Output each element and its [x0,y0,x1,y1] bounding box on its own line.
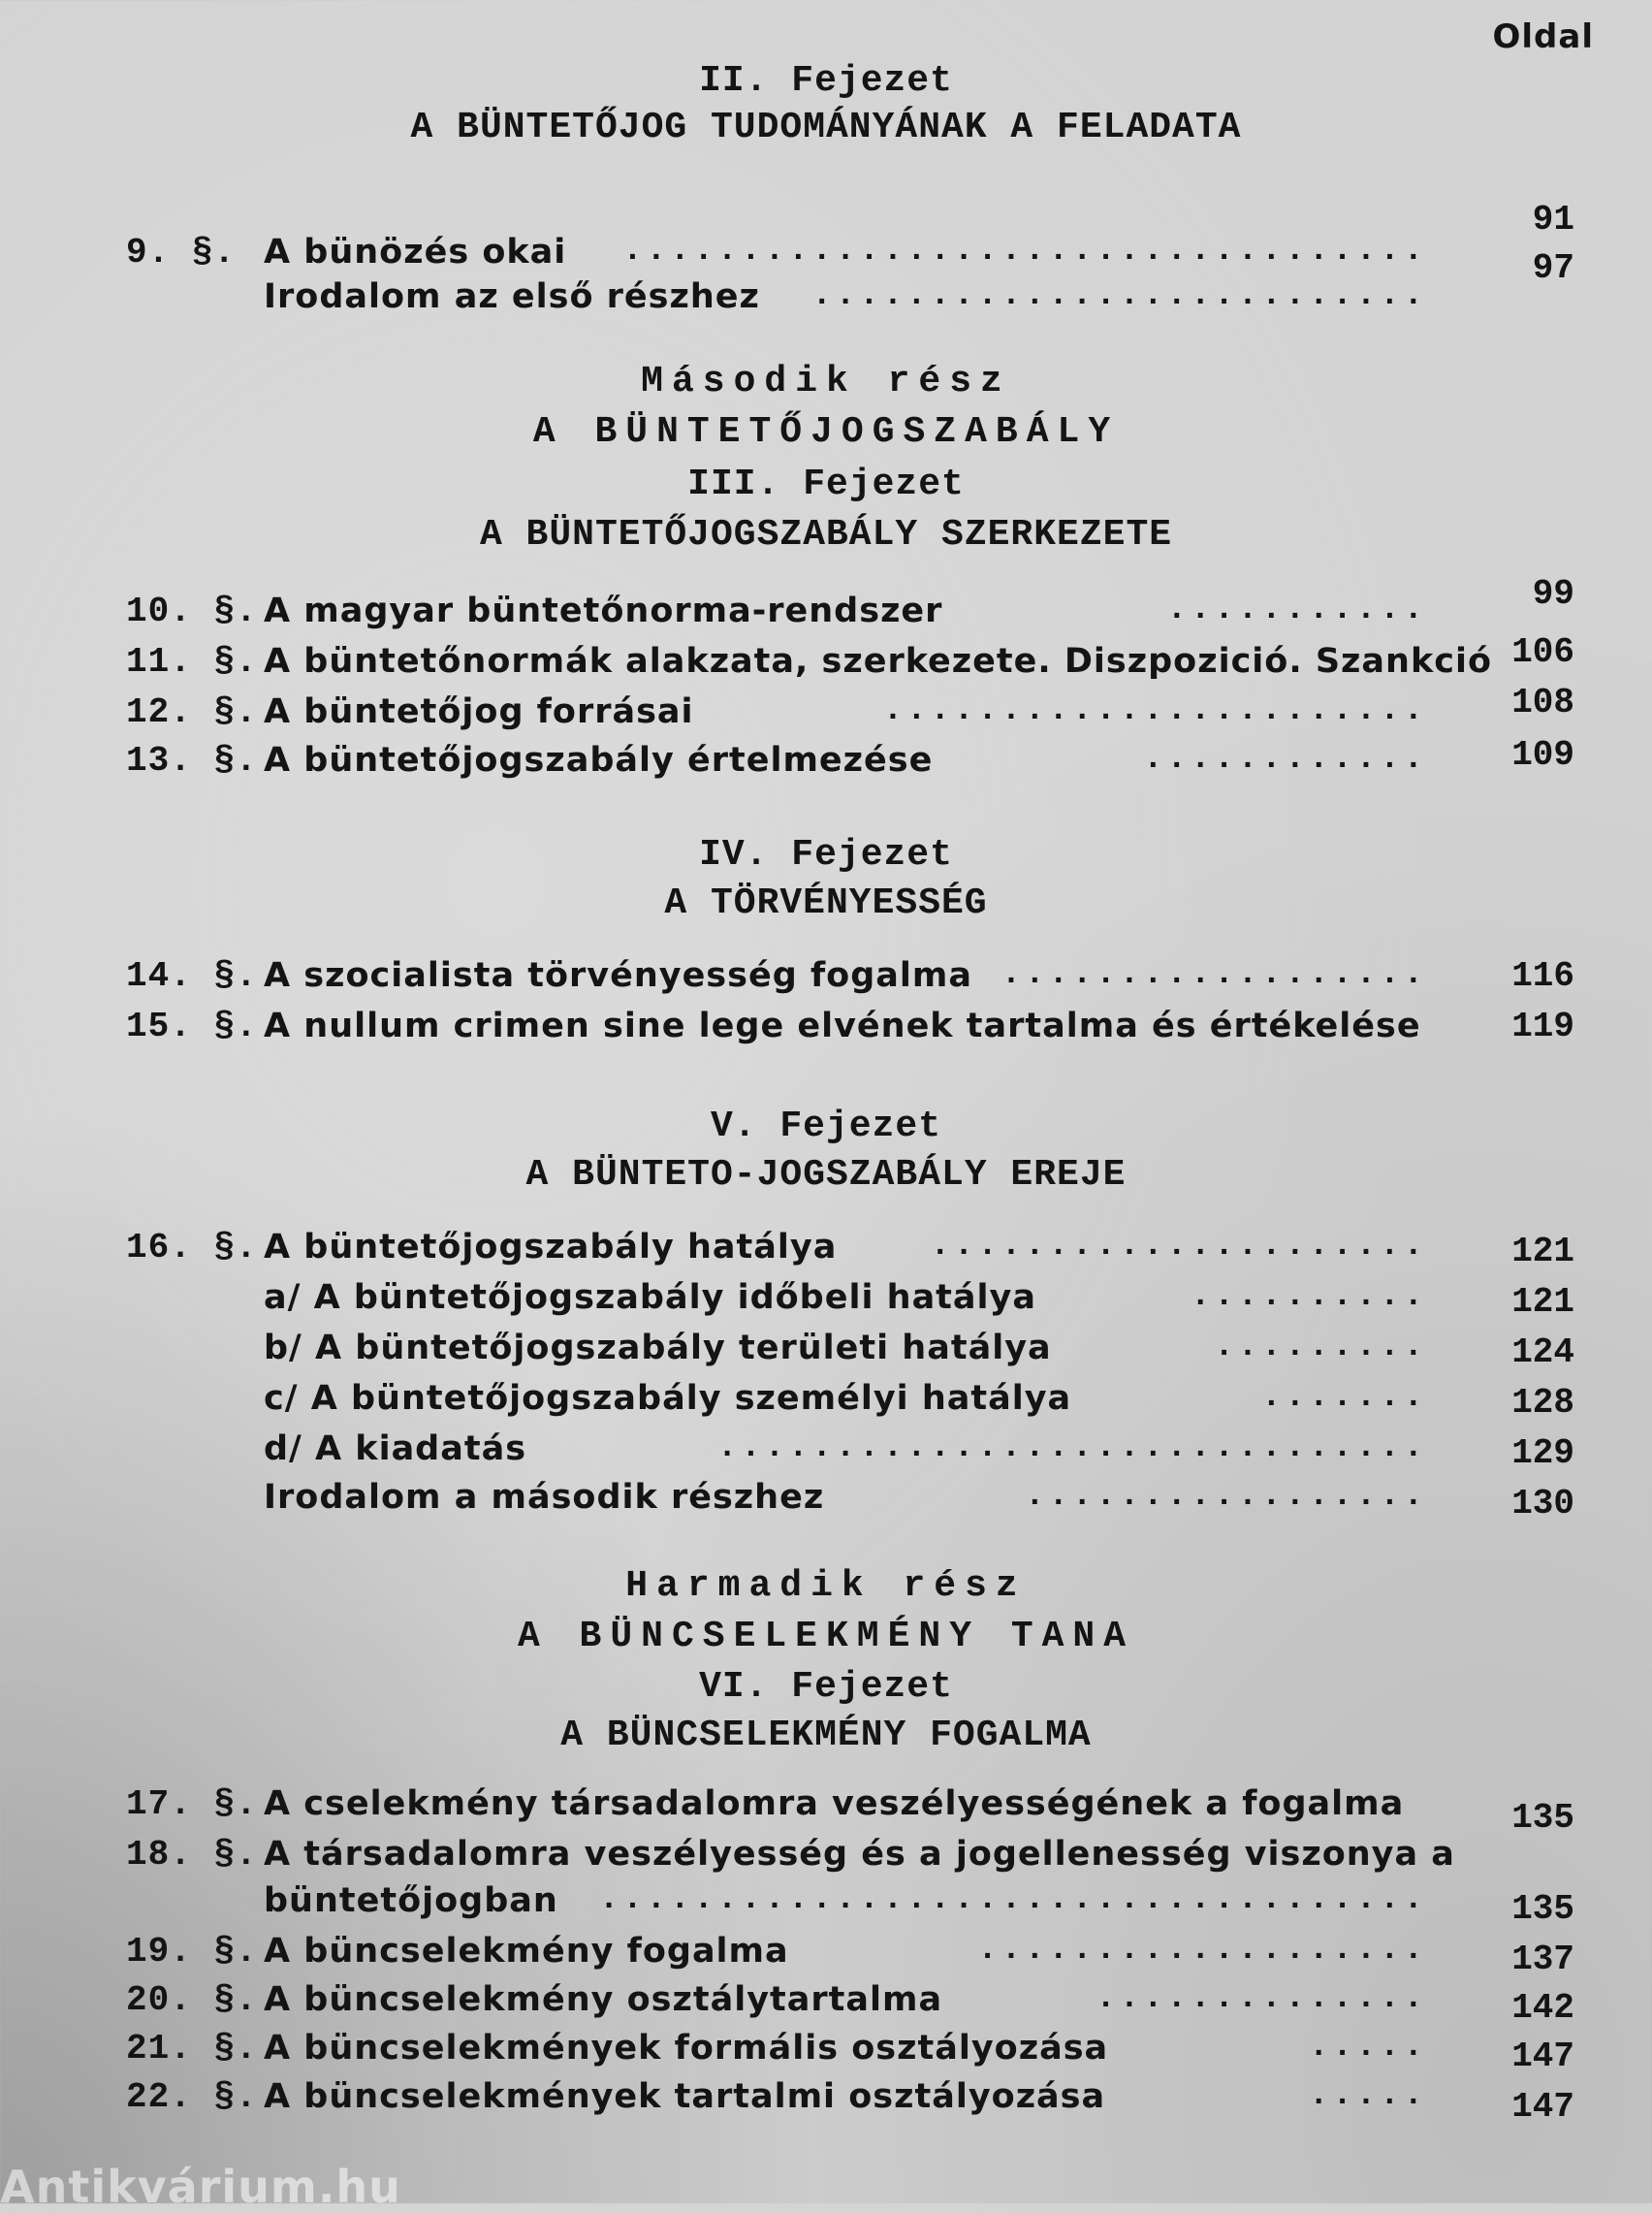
entry-title: A társadalomra veszélyesség és a jogellenesség viszonya a [264,1835,1455,1874]
entry-page-number: 108 [1511,683,1574,722]
leader-dots: .................................. [622,233,1427,270]
toc-entry[interactable] [0,574,1652,636]
entry-page-number: 147 [1511,2087,1574,2127]
chapter-3-title: A BÜNTETŐJOGSZABÁLY SZERKEZETE [479,514,1173,556]
chapter-5-title: A BÜNTETO-JOGSZABÁLY EREJE [525,1154,1127,1196]
entry-number: 16. §. [126,1228,258,1267]
leader-dots: .......... [1190,1278,1427,1315]
toc-entry[interactable] [0,2029,1652,2076]
entry-page-number: 91 [1532,200,1574,240]
entry-page-number: 129 [1511,1433,1574,1473]
entry-title: A büntetőjogszabály hatálya [264,1228,838,1267]
entry-page-number: 128 [1511,1383,1574,1423]
entry-page-number: 97 [1532,248,1574,288]
entry-page-number: 142 [1511,1988,1574,2028]
leader-dots: .......................... [811,277,1427,314]
entry-title: A büntetőnormák alakzata, szerkezete. Diszpozició. Szankció [264,642,1493,681]
leader-dots: ....................... [882,692,1427,729]
entry-title: A bünözés okai [264,233,567,272]
entry-page-number: 109 [1511,735,1574,775]
chapter-6-title: A BÜNCSELEKMÉNY FOGALMA [560,1715,1092,1756]
toc-entry[interactable] [0,956,1652,1001]
entry-title: d/ A kiadatás [264,1429,527,1468]
entry-number: 19. §. [126,1932,258,1972]
part-2-title: A BÜNTETŐJOGSZABÁLY [532,411,1120,453]
leader-dots: ................................... [598,1881,1427,1918]
toc-entry[interactable] [0,1835,1652,1879]
entry-page-number: 116 [1511,956,1574,996]
part-3-label: Harmadik rész [625,1565,1027,1607]
leader-dots: ................. [1025,1478,1427,1515]
toc-entry[interactable] [0,1329,1652,1373]
entry-page-number: 119 [1511,1007,1574,1046]
entry-page-number: 121 [1511,1232,1574,1271]
entry-title: A büntetőjogszabály értelmezése [264,741,934,780]
leader-dots: ....... [1261,1379,1427,1416]
entry-number: 12. §. [126,692,258,732]
leader-dots: .............. [1096,1980,1427,2017]
entry-number: 15. §. [126,1007,258,1046]
entry-title: Irodalom az első részhez [264,277,760,316]
entry-title: A büntetőjog forrásai [264,692,694,731]
entry-number: 18. §. [126,1835,258,1875]
entry-title: b/ A büntetőjogszabály területi hatálya [264,1329,1052,1367]
toc-entry[interactable] [0,1429,1652,1474]
toc-entry[interactable] [0,1228,1652,1272]
entry-number: 22. §. [126,2077,258,2117]
entry-title: A szocialista törvényesség fogalma [264,956,972,995]
entry-title: A magyar büntetőnorma-rendszer [264,592,943,630]
entry-title: büntetőjogban [264,1881,558,1920]
entry-page-number: 137 [1511,1940,1574,1979]
entry-page-number: 99 [1532,574,1574,614]
toc-entry[interactable] [0,632,1652,687]
entry-number: 11. §. [126,642,258,682]
toc-entry[interactable] [0,200,1652,277]
toc-entry[interactable] [0,735,1652,786]
leader-dots: .............................. [716,1429,1427,1466]
entry-page-number: 130 [1511,1484,1574,1523]
toc-entry[interactable] [0,1478,1652,1523]
chapter-4-title: A TÖRVÉNYESSÉG [664,882,988,924]
toc-entry[interactable] [0,1007,1652,1051]
entry-title: A nullum crimen sine lege elvének tartalma és értékelése [264,1007,1421,1045]
entry-page-number: 147 [1511,2037,1574,2076]
toc-entry[interactable] [0,1278,1652,1323]
chapter-4-label: IV. Fejezet [699,834,953,876]
entry-page-number: 106 [1511,632,1574,672]
leader-dots: ..................... [930,1228,1427,1265]
entry-title: A cselekmény társadalomra veszélyességének a fogalma [264,1784,1405,1823]
entry-title: A büncselekmények tartalmi osztályozása [264,2077,1106,2116]
toc-entry[interactable] [0,1379,1652,1424]
entry-page-number: 124 [1511,1332,1574,1372]
entry-number: 10. §. [126,592,258,631]
chapter-5-label: V. Fejezet [710,1106,942,1147]
entry-number: 21. §. [126,2029,258,2069]
entry-number: 20. §. [126,1980,258,2020]
entry-title: a/ A büntetőjogszabály időbeli hatálya [264,1278,1036,1317]
entry-page-number: 135 [1511,1798,1574,1838]
toc-entry[interactable] [0,1784,1652,1838]
chapter-3-label: III. Fejezet [687,464,965,505]
toc-entry[interactable] [0,1932,1652,1979]
part-3-title: A BÜNCSELEKMÉNY TANA [517,1616,1135,1657]
page-column-header: Oldal [1492,17,1594,56]
entry-title: Irodalom a második részhez [264,1478,825,1517]
entry-page-number: 135 [1511,1889,1574,1929]
entry-title: A büncselekmény osztálytartalma [264,1980,943,2019]
leader-dots: ............ [1143,741,1427,778]
leader-dots: ..... [1308,2077,1427,2114]
leader-dots: ........... [1166,592,1427,628]
leader-dots: ......... [1214,1329,1427,1365]
entry-number: 9. §. [126,233,237,273]
entry-title: A büncselekmény fogalma [264,1932,789,1971]
leader-dots: .................. [1001,956,1427,993]
watermark: Antikvárium.hu [0,2161,401,2213]
chapter-2-label: II. Fejezet [699,60,953,102]
entry-title: A büncselekmények formális osztályozása [264,2029,1109,2068]
leader-dots: ..... [1308,2029,1427,2066]
entry-number: 14. §. [126,956,258,996]
toc-entry[interactable] [0,683,1652,737]
toc-entry[interactable] [0,1881,1652,1929]
chapter-2-title: A BÜNTETŐJOG TUDOMÁNYÁNAK A FELADATA [410,107,1242,148]
part-2-label: Második rész [641,361,1011,402]
entry-number: 13. §. [126,741,258,781]
toc-entry[interactable] [0,2077,1652,2127]
entry-page-number: 121 [1511,1282,1574,1322]
chapter-6-label: VI. Fejezet [699,1666,953,1708]
leader-dots: ................... [977,1932,1427,1969]
entry-number: 17. §. [126,1784,258,1824]
toc-entry[interactable] [0,1980,1652,2028]
entry-title: c/ A büntetőjogszabály személyi hatálya [264,1379,1072,1418]
